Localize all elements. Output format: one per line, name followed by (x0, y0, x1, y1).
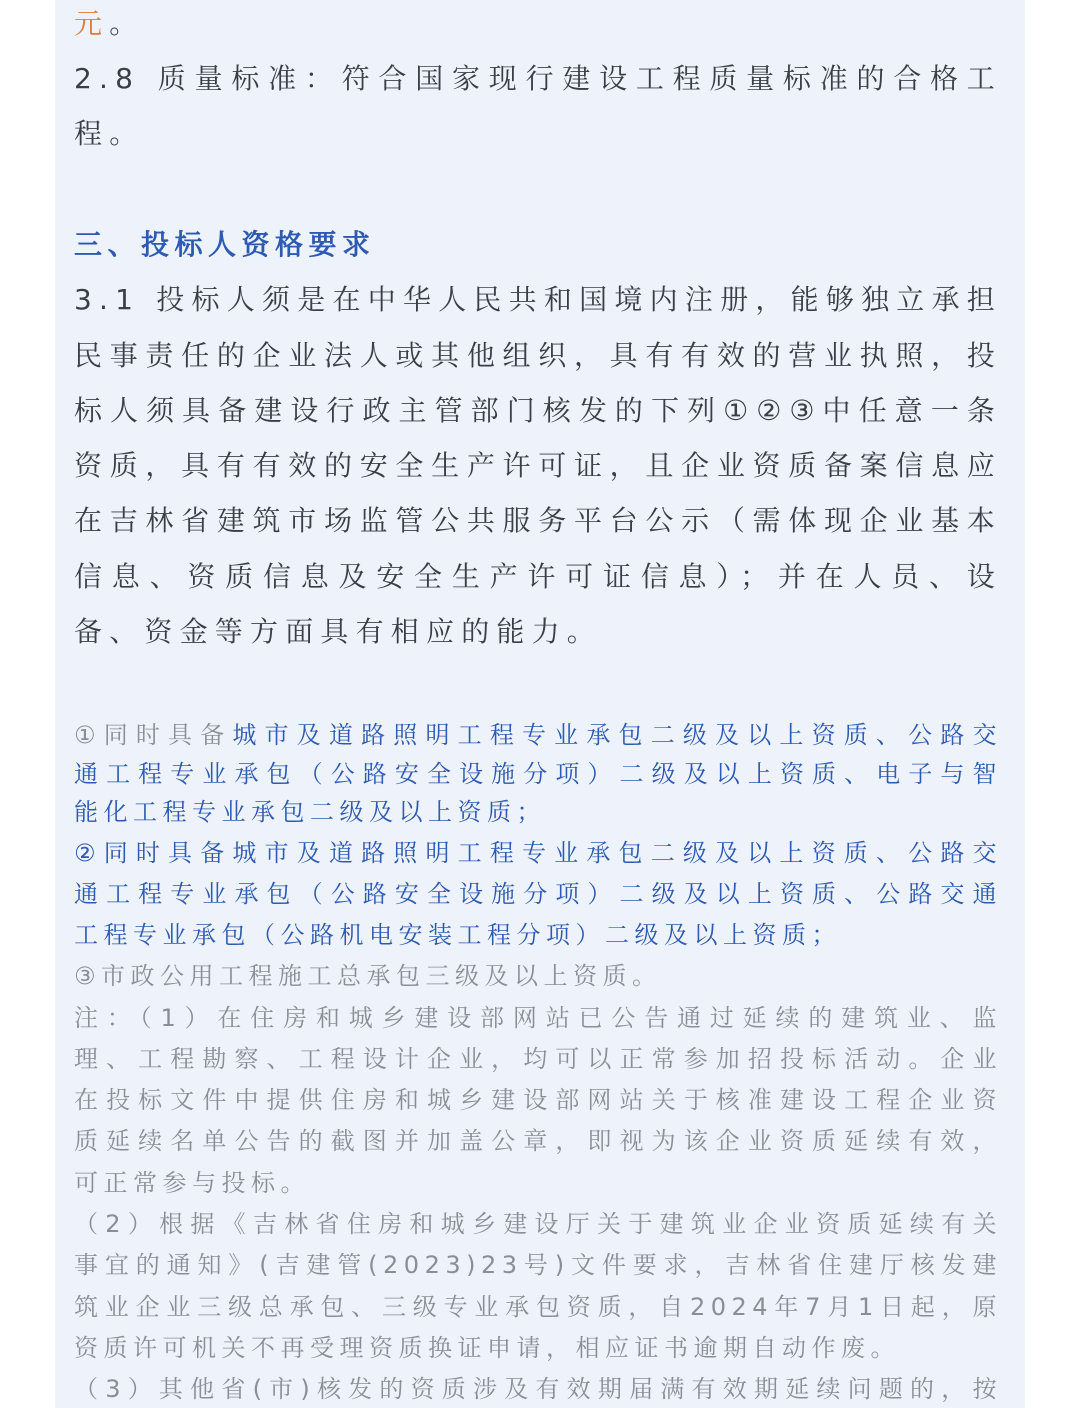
note-line: 事宜的通知》(吉建管(2023)23号)文件要求，吉林省住建厅核发建 (74, 1251, 1002, 1279)
option-3: ③市政公用工程施工总承包三级及以上资质。 (74, 962, 662, 990)
option-1-line-3: 能化工程专业承包二级及以上资质； (74, 798, 546, 826)
note-line: （2）根据《吉林省住房和城乡建设厅关于建筑业企业资质延续有关 (74, 1210, 1002, 1238)
option-1-line-2: 通工程专业承包（公路安全设施分项）二级及以上资质、电子与智 (74, 760, 1002, 788)
note-line: 可正常参与投标。 (74, 1169, 310, 1197)
section-heading: 三、投标人资格要求 (74, 228, 376, 261)
note-line: （3）其他省(市)核发的资质涉及有效期届满有效期延续问题的，按 (74, 1375, 1002, 1403)
price-unit: 元 (74, 7, 110, 40)
quality-standard-line-1: 2.8 质量标准：符合国家现行建设工程质量标准的合格工 (74, 62, 1002, 95)
paragraph-line: 在吉林省建筑市场监管公共服务平台公示（需体现企业基本 (74, 504, 1002, 537)
option-2-line-2: 通工程专业承包（公路安全设施分项）二级及以上资质、公路交通 (74, 880, 1002, 908)
price-line-end (74, 4, 1002, 44)
paragraph-line: 资质，具有有效的安全生产许可证，且企业资质备案信息应 (74, 449, 1002, 482)
option-1-line-1 (74, 718, 1002, 752)
option-1-prefix: ①同时具备 (74, 721, 233, 749)
note-line: 在投标文件中提供住房和城乡建设部网站关于核准建设工程企业资 (74, 1086, 1002, 1114)
option-1-text: 城市及道路照明工程专业承包二级及以上资质、公路交 (232, 721, 1002, 749)
paragraph-line: 信息、资质信息及安全生产许可证信息）；并在人员、设 (74, 560, 1002, 593)
note-line: 理、工程勘察、工程设计企业，均可以正常参加招投标活动。企业 (74, 1045, 1002, 1073)
note-line: 筑业企业三级总承包、三级专业承包资质，自2024年7月1日起，原 (74, 1293, 1002, 1321)
paragraph-line: 3.1 投标人须是在中华人民共和国境内注册，能够独立承担 (74, 283, 1002, 316)
paragraph-line: 标人须具备建设行政主管部门核发的下列①②③中任意一条 (74, 394, 1002, 427)
paragraph-line: 备、资金等方面具有相应的能力。 (74, 615, 603, 648)
paragraph-line: 民事责任的企业法人或其他组织，具有有效的营业执照，投 (74, 339, 1002, 372)
price-period: 。 (109, 7, 145, 40)
note-line: 注：（1）在住房和城乡建设部网站已公告通过延续的建筑业、监 (74, 1004, 1002, 1032)
note-line: 资质许可机关不再受理资质换证申请，相应证书逾期自动作废。 (74, 1334, 900, 1362)
quality-standard-line-2: 程。 (74, 117, 145, 150)
note-line: 质延续名单公告的截图并加盖公章，即视为该企业资质延续有效， (74, 1127, 1002, 1155)
option-2-line-1: ②同时具备城市及道路照明工程专业承包二级及以上资质、公路交 (74, 839, 1002, 867)
option-2-line-3: 工程专业承包（公路机电安装工程分项）二级及以上资质； (74, 921, 841, 949)
